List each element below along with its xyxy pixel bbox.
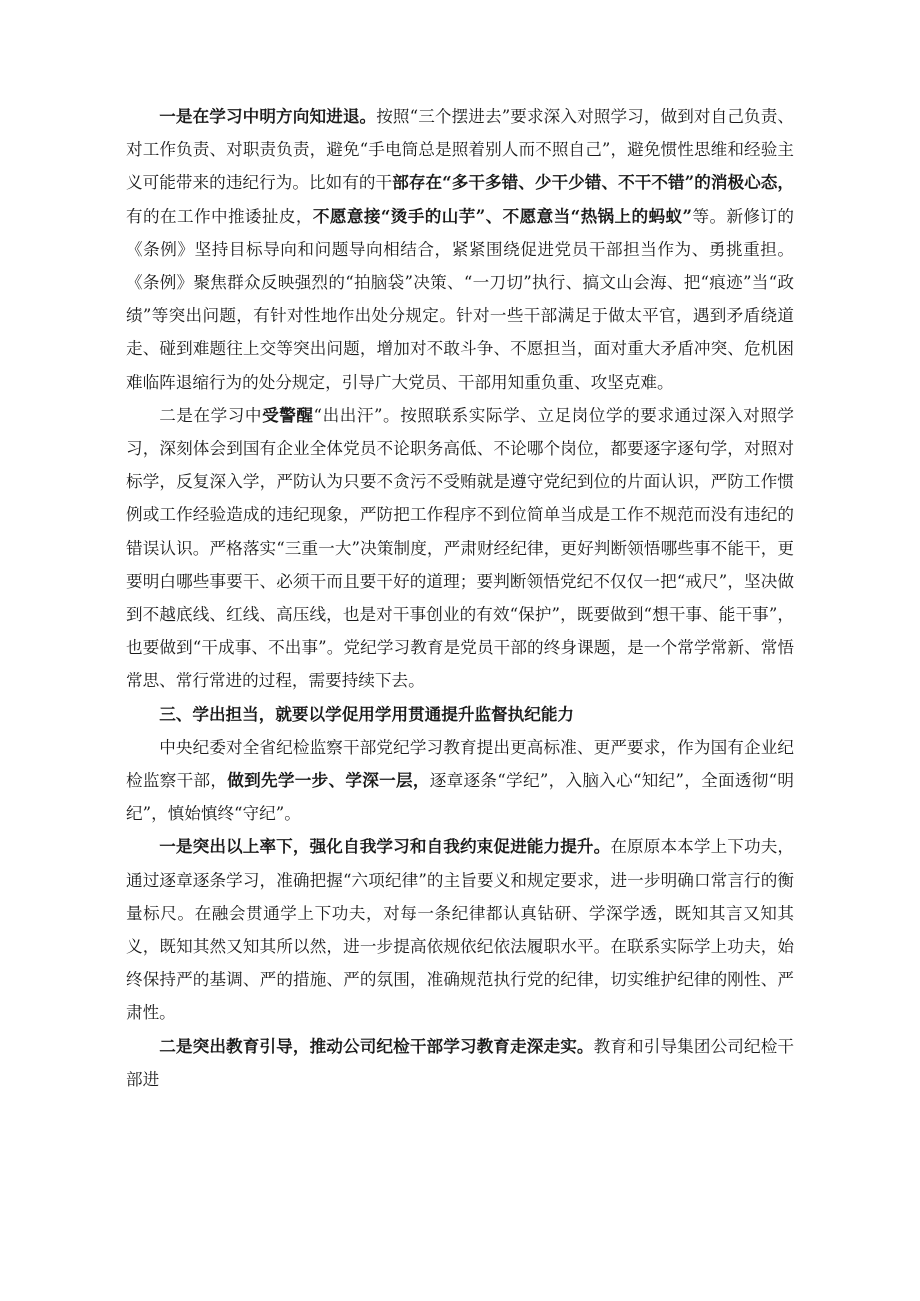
paragraph-text: 有的在工作中推诿扯皮， — [126, 206, 313, 226]
paragraph-learning-direction — [126, 100, 794, 399]
paragraph-text: 教育和引导集团公司纪检干部进 — [126, 1036, 795, 1089]
paragraph-text: 在原原本本学上下功夫，通过逐章逐条学习，准确把握“六项纪律”的主旨要义和规定要求，进一步明确口常言行的衡量标尺。在融会贯通学上下功夫，对每一条纪律都认真钻研、学深学透，既知其言又知其义，既知其然又知其所以然，进一步提高依规依纪依法履职水平。在联系实际学上功夫，始终保持严的基调、严的措施、严的氛围，准确规范执行党的纪律，切实维护纪律的刚性、严肃性。 — [126, 837, 795, 1023]
paragraph-emphasis: 做到先学一步、学深一层， — [227, 770, 430, 791]
paragraph-central-commission — [126, 731, 794, 831]
paragraph-text: 中央纪委对全省纪检监察干部党纪学习教育提出更高标准、更严要求，作为国有企业纪检监察干部， — [126, 737, 794, 791]
paragraph-text: 等。新修订的《条例》坚持目标导向和问题导向相结合，紧紧围绕促进党员干部担当作为、勇挑重担。《条例》聚焦群众反映强烈的“拍脑袋”决策、“一刀切”执行、搞文山会海、把“痕迹”当“政绩”等突出问题，有针对性地作出处分规定。针对一些干部满足于做太平官，遇到矛盾绕道走、碰到难题往上交等突出问题，增加对不敢斗争、不愿担当，面对重大矛盾冲突、危机困难临阵退缩行为的处分规定，引导广大党员、干部用知重负重、攻坚克难。 — [126, 206, 795, 392]
paragraph-emphasis: 部存在“多干多错、少干少错、不干不错”的消极心态， — [392, 172, 794, 193]
paragraph-emphasis: 不愿意接“烫手的山芋”、不愿意当“热锅上的蚂蚁” — [312, 205, 693, 226]
document-page — [126, 100, 794, 1096]
paragraph-learning-warning — [126, 399, 794, 698]
paragraph-lead: 二是突出教育引导，推动公司纪检干部学习教育走深走实。 — [159, 1035, 594, 1056]
paragraph-lead: 一是突出以上率下，强化自我学习和自我约束促进能力提升。 — [159, 836, 611, 857]
paragraph-lead: 一是在学习中明方向知进退。 — [159, 106, 377, 126]
paragraph-text: 按照“三个摆进去”要求深入对照学习，做到对自己负责、对工作负责、对职责负责，避免“手电筒总是照着别人而不照自己”，避免惯性思维和经验主义可能带来的违纪行为。比如有的干 — [126, 107, 794, 193]
paragraph-education-guidance — [126, 1030, 794, 1096]
paragraph-lead-by-example — [126, 830, 794, 1029]
section-heading: 三、学出担当，就要以学促用学用贯通提升监督执纪能力 — [159, 703, 575, 724]
paragraph-text: “出出汗”。按照联系实际学、立足岗位学的要求通过深入对照学习，深刻体会到国有企业全体党员不论职务高低、不论哪个岗位，都要逐字逐句学，对照对标学，反复深入学，严防认为只要不贪污不受贿就是遵守党纪到位的片面认识，严防工作惯例或工作经验造成的违纪现象，严防把工作程序不到位简单当成是工作不规范而没有违纪的错误认识。严格落实“三重一大”决策制度，严肃财经纪律，更好判断领悟哪些事不能干，更要明白哪些事要干、必须干而且要干好的道理；要判断领悟党纪不仅仅一把“戒尺”，坚决做到不越底线、红线、高压线，也是对干事创业的有效“保护”，既要做到“想干事、能干事”，也要做到“干成事、不出事”。党纪学习教育是党员干部的终身课题，是一个常学常新、常悟常思、常行常进的过程，需要持续下去。 — [126, 405, 795, 691]
paragraph-text: 二是在学习中 — [159, 405, 263, 425]
paragraph-text: 逐章逐条“学纪”，入脑入心“知纪”，全面透彻“明纪”，慎始慎终“守纪”。 — [126, 771, 795, 824]
paragraph-emphasis: 受警醒 — [262, 404, 314, 425]
